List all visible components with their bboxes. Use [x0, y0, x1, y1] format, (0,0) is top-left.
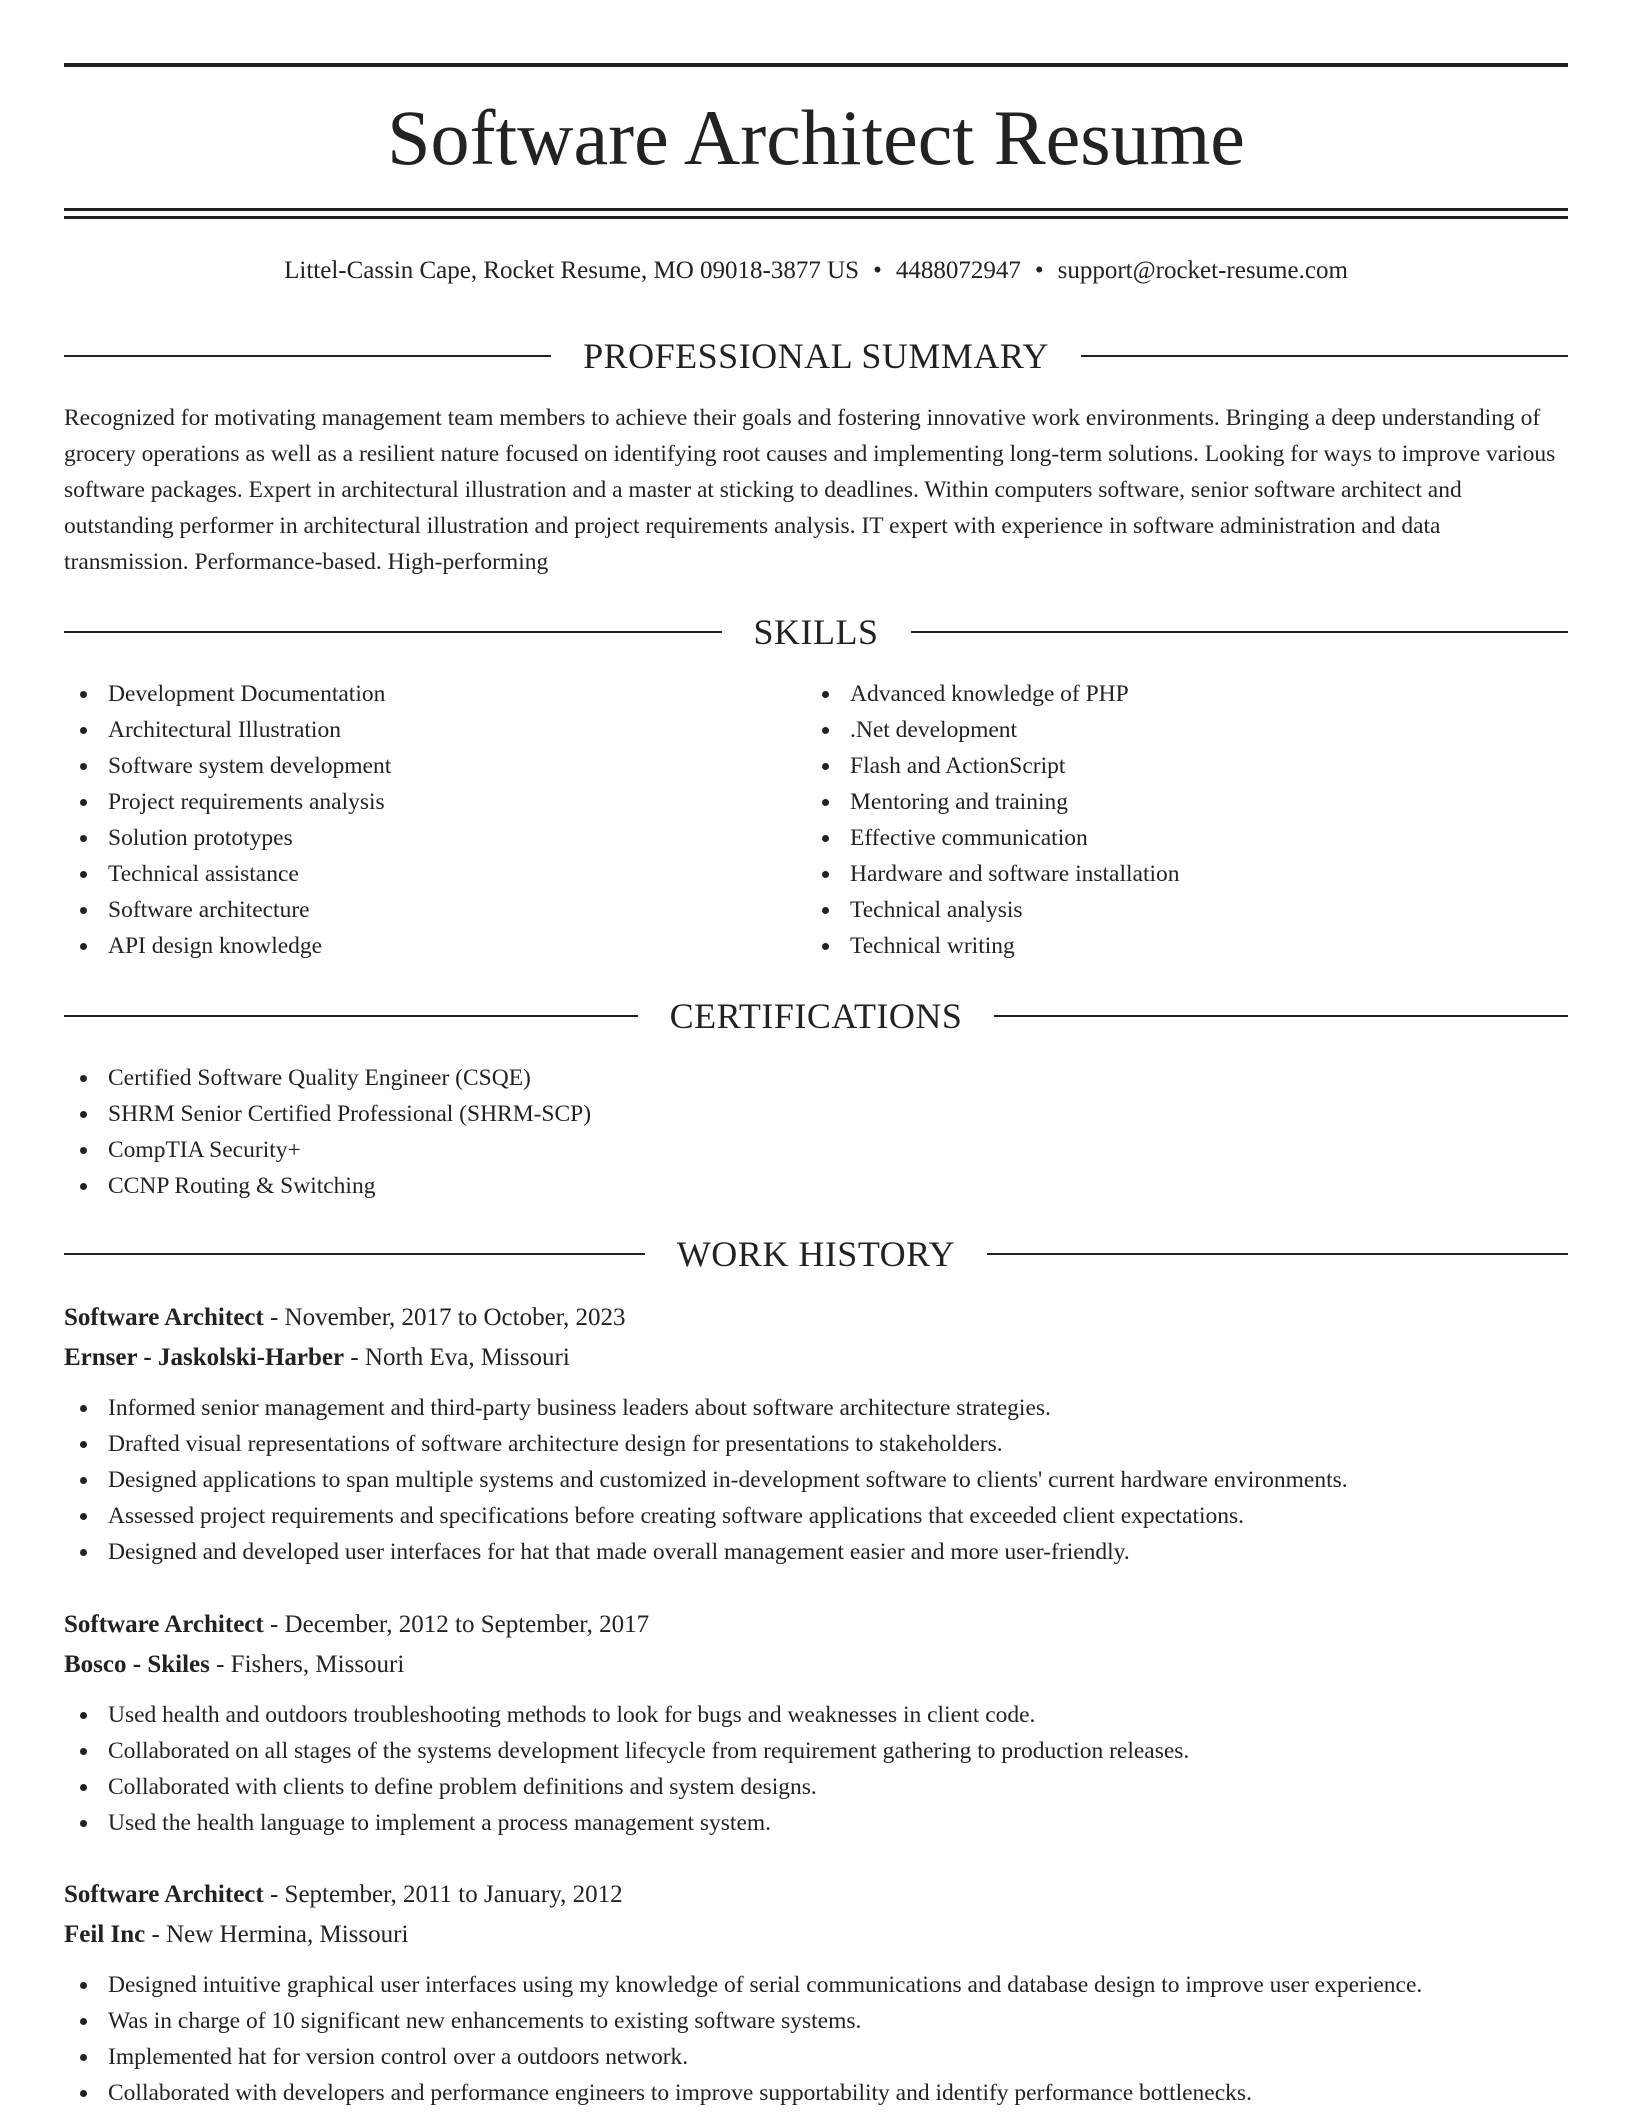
summary-text: Recognized for motivating management team members to achieve their goals and fostering innovative work environments. Bringing a deep understanding of grocery operations as well as a resilient nature focused on identifying root causes and implementing long-term solutions. Looking for ways to improve various software packages. Expert in architectural illustration and a master at sticking to deadlines. Within computers software, senior software architect and outstanding performer in architectural illustration and project requirements analysis. IT expert with experience in software administration and data transmission. Performance-based. High-performing	[64, 405, 1556, 575]
heading-rule-left	[64, 355, 551, 357]
list-item: Technical analysis	[806, 892, 1546, 928]
job-company: Ernser - Jaskolski-Harber	[64, 1344, 345, 1371]
heading-rule-left	[64, 1253, 645, 1255]
page-title: Software Architect Resume	[387, 94, 1245, 181]
job-title-line	[64, 1605, 1568, 1645]
title-rule-lower	[64, 216, 1568, 219]
job-location: - North Eva, Missouri	[344, 1344, 570, 1371]
list-item: Effective communication	[806, 820, 1546, 856]
section-heading-skills	[64, 610, 1568, 654]
list-item: .Net development	[806, 712, 1546, 748]
list-item: API design knowledge	[64, 928, 804, 964]
job-bullets	[64, 1390, 1568, 1570]
list-item: Hardware and software installation	[806, 856, 1546, 892]
list-item: Mentoring and training	[806, 784, 1546, 820]
job-title-line	[64, 1298, 1568, 1338]
section-heading-summary	[64, 334, 1568, 378]
job-entry	[64, 1298, 1568, 1570]
list-item: Solution prototypes	[64, 820, 804, 856]
list-item: Informed senior management and third-party business leaders about software architecture strategies.	[64, 1390, 1568, 1426]
job-entry	[64, 1875, 1568, 2111]
job-dates: - September, 2011 to January, 2012	[263, 1881, 623, 1908]
job-company-line	[64, 1915, 1568, 1955]
section-title-work-history: WORK HISTORY	[676, 1234, 956, 1274]
job-location: - Fishers, Missouri	[209, 1651, 405, 1678]
list-item: Designed and developed user interfaces for hat that made overall management easier and more user-friendly.	[64, 1534, 1568, 1570]
section-heading-certifications	[64, 994, 1568, 1038]
skills-list-right	[806, 676, 1546, 964]
list-item: Certified Software Quality Engineer (CSQE)	[64, 1060, 1568, 1096]
title-rule-upper	[64, 208, 1568, 211]
section-heading-work-history	[64, 1232, 1568, 1276]
list-item: Software architecture	[64, 892, 804, 928]
heading-rule-right	[1081, 355, 1568, 357]
contact-email: support@rocket-resume.com	[1057, 257, 1348, 284]
list-item: Architectural Illustration	[64, 712, 804, 748]
job-dates: - November, 2017 to October, 2023	[263, 1304, 626, 1331]
section-title-skills: SKILLS	[753, 612, 879, 652]
list-item: Used health and outdoors troubleshooting methods to look for bugs and weaknesses in client code.	[64, 1697, 1568, 1733]
list-item: Technical assistance	[64, 856, 804, 892]
heading-rule-right	[987, 1253, 1568, 1255]
top-rule	[64, 63, 1568, 67]
list-item: Technical writing	[806, 928, 1546, 964]
contact-phone: 4488072947	[895, 257, 1021, 284]
section-title-summary: PROFESSIONAL SUMMARY	[583, 336, 1049, 376]
heading-rule-left	[64, 1015, 638, 1017]
heading-rule-left	[64, 631, 722, 633]
contact-address: Littel-Cassin Cape, Rocket Resume, MO 09018-3877 US	[284, 257, 860, 284]
job-role: Software Architect	[64, 1881, 264, 1908]
list-item: Advanced knowledge of PHP	[806, 676, 1546, 712]
contact-line	[64, 254, 1568, 288]
skills-list-left	[64, 676, 804, 964]
heading-rule-right	[911, 631, 1569, 633]
job-role: Software Architect	[64, 1611, 264, 1638]
list-item: CompTIA Security+	[64, 1132, 1568, 1168]
list-item: Collaborated on all stages of the systems development lifecycle from requirement gathering to production releases.	[64, 1733, 1568, 1769]
job-bullets	[64, 1697, 1568, 1841]
list-item: Flash and ActionScript	[806, 748, 1546, 784]
list-item: Designed applications to span multiple systems and customized in-development software to clients' current hardware environments.	[64, 1462, 1568, 1498]
list-item: Was in charge of 10 significant new enhancements to existing software systems.	[64, 2003, 1568, 2039]
list-item: Designed intuitive graphical user interfaces using my knowledge of serial communications and database design to improve user experience.	[64, 1967, 1568, 2003]
job-company-line	[64, 1645, 1568, 1685]
list-item: Collaborated with clients to define problem definitions and system designs.	[64, 1769, 1568, 1805]
list-item: Assessed project requirements and specifications before creating software applications that exceeded client expectations.	[64, 1498, 1568, 1534]
list-item: Project requirements analysis	[64, 784, 804, 820]
list-item: Drafted visual representations of software architecture design for presentations to stakeholders.	[64, 1426, 1568, 1462]
job-entry	[64, 1605, 1568, 1841]
job-dates: - December, 2012 to September, 2017	[263, 1611, 650, 1638]
job-role: Software Architect	[64, 1304, 264, 1331]
job-bullets	[64, 1967, 1568, 2111]
certifications-list	[64, 1060, 1568, 1204]
job-location: - New Hermina, Missouri	[145, 1921, 409, 1948]
section-title-certifications: CERTIFICATIONS	[669, 996, 963, 1036]
list-item: SHRM Senior Certified Professional (SHRM-SCP)	[64, 1096, 1568, 1132]
job-company: Bosco - Skiles	[64, 1651, 210, 1678]
job-company-line	[64, 1338, 1568, 1378]
list-item: CCNP Routing & Switching	[64, 1168, 1568, 1204]
heading-rule-right	[994, 1015, 1568, 1017]
job-title-line	[64, 1875, 1568, 1915]
contact-separator: •	[873, 257, 882, 284]
list-item: Implemented hat for version control over a outdoors network.	[64, 2039, 1568, 2075]
list-item: Used the health language to implement a process management system.	[64, 1805, 1568, 1841]
list-item: Development Documentation	[64, 676, 804, 712]
list-item: Software system development	[64, 748, 804, 784]
contact-separator: •	[1034, 257, 1044, 284]
list-item: Collaborated with developers and performance engineers to improve supportability and identify performance bottlenecks.	[64, 2075, 1568, 2111]
job-company: Feil Inc	[64, 1921, 146, 1948]
